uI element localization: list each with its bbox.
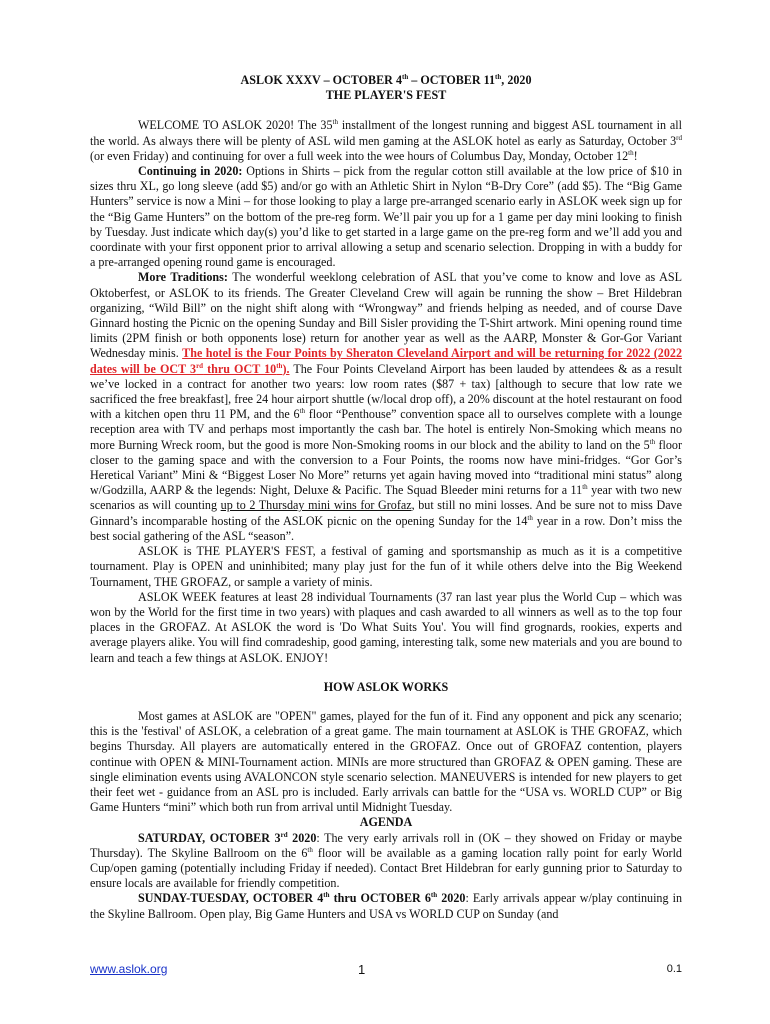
title-line-1: ASLOK XXXV – OCTOBER 4th – OCTOBER 11th, 2020 [240,72,532,87]
continuing-paragraph [90,164,682,270]
continuing-text: Options in Shirts – pick from the regular cotton still available at the low price of $10 in sizes thru XL, go long sleeve (add $5) and/or go with an Athletic Shirt in Nylon “B-Dry Core” (add $5). The “Big Game Hunters” service is now a Mini – for those looking to play a large pre-arranged scenario early in ASLOK week sign up for the “Big Game Hunters” on the bottom of the pre-reg form. We’ll pair you up for a 1 game per day mini looking to finish by Tuesday. Just indicate which day(s) you’d like to get started in a large game on the pre-reg form and we’ll add you and coordinate with your first opponent prior to arrival allowing a setup and scenario selection. Dropping in with a buddy for a pre-arranged opening round game is encouraged. [90,164,682,270]
saturday-text: : The very early arrivals roll in (OK – they showed on Friday or maybe Thursday). The Skyline Ballroom on the 6th floor will be available as a gaming location rally point for early World Cup/open gaming (potentially including Friday if needed). Contact Bret Hildebran for early gunning prior to Saturday to ensure locals are available for friendly competition. [90,830,682,891]
page-number: 1 [358,962,366,977]
document-body [90,73,682,922]
agenda-heading: AGENDA [359,815,413,830]
continuing-lead: Continuing in 2020: [138,164,243,179]
page-footer [90,962,682,978]
aslok-week-paragraph: ASLOK WEEK features at least 28 individual Tournaments (37 ran last year plus the World Cup – which was won by the World for the first time in two years) with plaques and cash awarded to all winners as well as to the top four places in the GROFAZ. At ASLOK the word is 'Do What Suits You'. You will find grognards, rookies, experts and average players alike. You will find comradeship, good gaming, interesting talk, some new materials and you are bound to learn and teach a few things at ASLOK. ENJOY! [90,589,682,665]
how-aslok-works-paragraph: Most games at ASLOK are "OPEN" games, played for the fun of it. Find any opponent and pick any scenario; this is the 'festival' of ASLOK, a celebration of a great game. The main tournament at ASLOK is THE GROFAZ, which begins Thursday. All players are automatically entered in the GROFAZ. Once out of GROFAZ contention, players continue with OPEN & MINI-Tournament action. MINIs are more structured than GROFAZ & OPEN gaming. These are single elimination events using AVALONCON style scenario selection. MANEUVERS is intended for new players to get their feet wet - guidance from an ASL pro is included. Early arrivals can battle for the “USA vs. WORLD CUP” or Big Game Hunters “mini” which both run from arrival until Midnight Tuesday. [90,708,682,815]
sunday-text: : Early arrivals appear w/play continuing in the Skyline Ballroom. Open play, Big Game Hunters and USA vs WORLD CUP on Sunday (and [90,891,683,921]
document-title [90,73,682,88]
hotel-notice: The hotel is the Four Points by Sheraton Cleveland Airport and will be returning for 2022 (2022 dates will be OCT 3rd thru OCT 10th). [90,346,682,376]
document-subtitle: THE PLAYER'S FEST [325,88,447,103]
traditions-text-3: , but still no mini losses. And be sure not to miss Dave Ginnard’s incomparable hosting of the ASLOK picnic on the opening Sunday for the 14th year in a row. Don’t miss the best social gathering of the ASL “season”. [90,498,683,543]
traditions-text-1: The wonderful weeklong celebration of ASL that you’ve come to know and love as ASL Oktoberfest, or ASLOK to its friends. The Greater Cleveland Crew will again be running the show – Bret Hildebran organizing, “Wild Bill” on the night shift along with “Wrongway” and friends helping as needed, and of course Dave Ginnard hosting the Picnic on the opening Sunday and Bill Sisler providing the T-Shirt artwork. Mini opening round time limits (2PM finish or both opponents lose) return for another year as well as the AARP, Monster & Gor-Gor Variant Wednesday minis. [90,270,682,361]
players-fest-paragraph: ASLOK is THE PLAYER'S FEST, a festival of gaming and sportsmanship as much as it is a competitive tournament. Play is OPEN and uninhibited; many play just for the fun of it while others delve into the Big Weekend Tournament, THE GROFAZ, or sample a variety of minis. [90,544,682,589]
traditions-lead: More Traditions: [138,270,228,285]
version-label: 0.1 [666,963,682,975]
grofaz-wins-link-text: up to 2 Thursday mini wins for Grofaz [220,498,412,513]
how-aslok-works-heading: HOW ASLOK WORKS [323,679,449,694]
website-link[interactable]: www.aslok.org [90,962,168,976]
welcome-paragraph: WELCOME TO ASLOK 2020! The 35th installment of the longest running and biggest ASL tournament in all the world. As always there will be plenty of ASL wild men gaming at the ASLOK hotel as early as Saturday, October 3rd (or even Friday) and continuing for over a full week into the wee hours of Columbus Day, Monday, October 12th! [90,118,682,163]
sunday-lead: SUNDAY-TUESDAY, OCTOBER 4th thru OCTOBER 6th 2020 [138,891,466,906]
traditions-paragraph [90,270,682,544]
saturday-lead: SATURDAY, OCTOBER 3rd 2020 [138,830,317,845]
saturday-paragraph [90,831,682,892]
traditions-text-2: The Four Points Cleveland Airport has been lauded by attendees & as a result we’ve locked in a contract for another two years: low room rates ($87 + tax) [although to secure that low rate we sacrificed the free breakfast], free 24 hour airport shuttle (w/local drop off), a 20% discount at the hotel restaurant on food with a kitchen open thru 11 PM, and the 6th floor “Penthouse” convention space all to ourselves complete with a lounge reception area with TV and perhaps most importantly the cash bar. The hotel is entirely Non-Smoking which means no more Burning Wreck room, but the good is more Non-Smoking rooms in our block and the ability to land on the 5th floor closer to the gaming space and with the conversion to a Four Points, the rooms now have mini-fridges. “Gor Gor’s Heretical Variant” Mini & “Biggest Loser No More” returns yet again having moved into “traditional mini status” along w/Godzilla, AARP & the legends: Night, Deluxe & Pacific. The Squad Bleeder mini returns for a 11th year with two new scenarios as will counting [90,361,683,513]
sunday-paragraph [90,891,682,921]
